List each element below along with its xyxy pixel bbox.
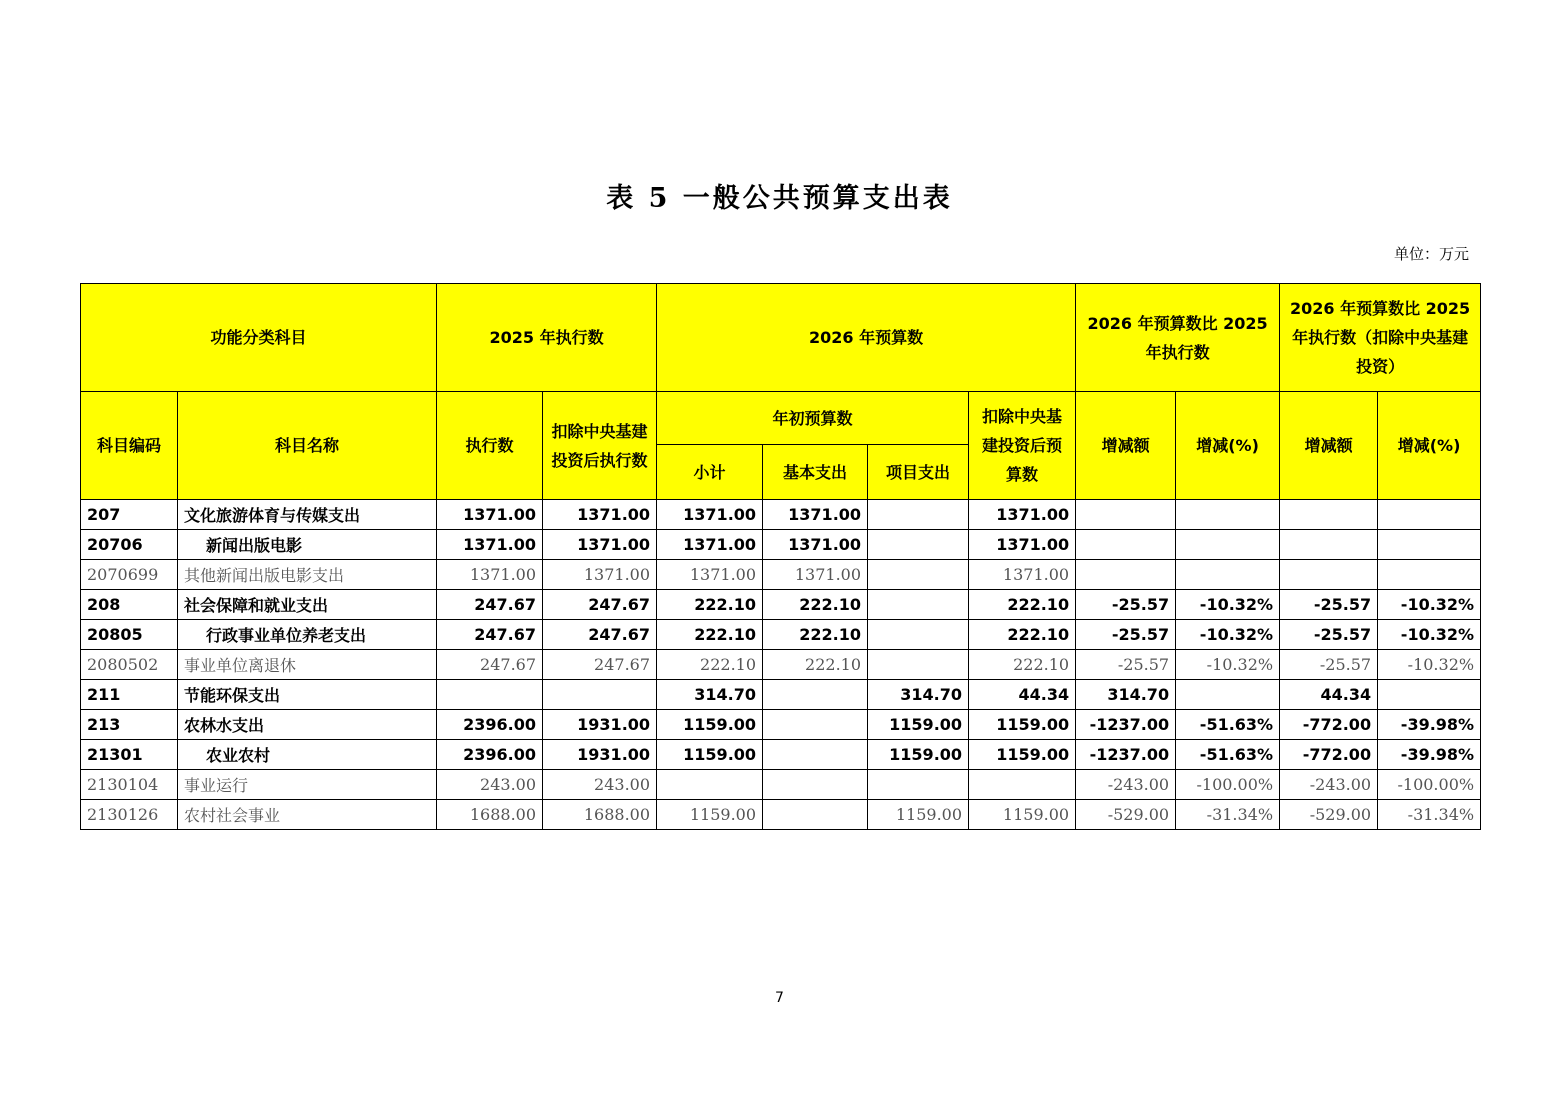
cell-exec: 2396.00 [437,740,543,770]
cell-change-percent-excl: -39.98% [1378,740,1481,770]
cell-change-percent-excl: -10.32% [1378,650,1481,680]
header-code: 科目编码 [81,392,178,500]
header-exec: 执行数 [437,392,543,500]
cell-change-amount-excl [1280,560,1378,590]
cell-project [868,590,969,620]
cell-change-percent: -10.32% [1176,590,1280,620]
cell-exec-excl: 1688.00 [543,800,657,830]
cell-project: 1159.00 [868,740,969,770]
cell-basic: 222.10 [763,650,868,680]
cell-change-amount: -1237.00 [1076,710,1176,740]
cell-subtotal [657,770,763,800]
cell-code: 21301 [81,740,178,770]
cell-basic: 1371.00 [763,530,868,560]
cell-name: 社会保障和就业支出 [178,590,437,620]
cell-subtotal: 1371.00 [657,560,763,590]
cell-project [868,500,969,530]
cell-exec-excl: 1931.00 [543,740,657,770]
cell-change-amount [1076,530,1176,560]
cell-subtotal: 222.10 [657,650,763,680]
header-initial-budget: 年初预算数 [657,392,969,445]
cell-code: 2070699 [81,560,178,590]
cell-name: 事业单位离退休 [178,650,437,680]
cell-budget-excl: 1371.00 [969,560,1076,590]
cell-name: 事业运行 [178,770,437,800]
table-row [81,800,1481,830]
cell-exec: 2396.00 [437,710,543,740]
cell-project: 1159.00 [868,800,969,830]
cell-budget-excl: 1371.00 [969,530,1076,560]
cell-exec-excl: 243.00 [543,770,657,800]
cell-exec-excl: 1371.00 [543,530,657,560]
unit-label: 单位：万元 [1393,245,1469,263]
cell-change-amount-excl: -25.57 [1280,620,1378,650]
cell-name: 行政事业单位养老支出 [178,620,437,650]
cell-change-percent-excl: -100.00% [1378,770,1481,800]
cell-code: 211 [81,680,178,710]
cell-project: 1159.00 [868,710,969,740]
cell-change-percent-excl: -39.98% [1378,710,1481,740]
cell-basic [763,740,868,770]
cell-change-percent-excl: -31.34% [1378,800,1481,830]
header-subtotal: 小计 [657,445,763,500]
cell-subtotal: 222.10 [657,620,763,650]
header-change-percent: 增减(%) [1176,392,1280,500]
cell-project [868,650,969,680]
cell-exec [437,680,543,710]
cell-change-percent-excl: -10.32% [1378,590,1481,620]
cell-change-percent-excl [1378,560,1481,590]
table-body [81,500,1481,830]
cell-name: 文化旅游体育与传媒支出 [178,500,437,530]
cell-change-percent [1176,530,1280,560]
cell-change-amount: -25.57 [1076,590,1176,620]
cell-project [868,770,969,800]
cell-subtotal: 1371.00 [657,500,763,530]
cell-change-amount: -529.00 [1076,800,1176,830]
cell-basic [763,800,868,830]
cell-code: 213 [81,710,178,740]
cell-name: 农村社会事业 [178,800,437,830]
header-basic: 基本支出 [763,445,868,500]
header-name: 科目名称 [178,392,437,500]
cell-change-amount-excl: -243.00 [1280,770,1378,800]
header-exec-2025: 2025 年执行数 [437,284,657,392]
cell-change-amount-excl [1280,500,1378,530]
cell-subtotal: 314.70 [657,680,763,710]
cell-project [868,530,969,560]
cell-change-amount: -25.57 [1076,620,1176,650]
cell-exec: 247.67 [437,620,543,650]
cell-project [868,620,969,650]
cell-exec: 1371.00 [437,500,543,530]
cell-change-percent [1176,680,1280,710]
cell-change-percent: -100.00% [1176,770,1280,800]
cell-change-percent-excl [1378,530,1481,560]
cell-change-percent: -51.63% [1176,740,1280,770]
cell-change-amount-excl: -772.00 [1280,710,1378,740]
table-row [81,530,1481,560]
cell-change-amount-excl [1280,530,1378,560]
cell-change-amount [1076,560,1176,590]
cell-budget-excl: 1159.00 [969,800,1076,830]
cell-project: 314.70 [868,680,969,710]
header-change-amount-excl: 增减额 [1280,392,1378,500]
cell-basic [763,770,868,800]
cell-budget-excl: 1371.00 [969,500,1076,530]
cell-change-amount: -243.00 [1076,770,1176,800]
cell-change-amount: -25.57 [1076,650,1176,680]
cell-exec-excl: 1931.00 [543,710,657,740]
cell-code: 2130126 [81,800,178,830]
cell-budget-excl [969,770,1076,800]
cell-project [868,560,969,590]
header-change-percent-excl: 增减(%) [1378,392,1481,500]
cell-change-percent [1176,560,1280,590]
cell-budget-excl: 1159.00 [969,740,1076,770]
header-budget-2026: 2026 年预算数 [657,284,1076,392]
cell-change-percent-excl: -10.32% [1378,620,1481,650]
cell-name: 农业农村 [178,740,437,770]
cell-exec-excl: 1371.00 [543,500,657,530]
cell-exec-excl [543,680,657,710]
cell-change-percent: -31.34% [1176,800,1280,830]
header-compare-exec: 2026 年预算数比 2025 年执行数 [1076,284,1280,392]
cell-name: 新闻出版电影 [178,530,437,560]
budget-table [80,283,1481,830]
cell-change-amount-excl: -529.00 [1280,800,1378,830]
cell-change-amount-excl: -25.57 [1280,590,1378,620]
cell-exec: 1688.00 [437,800,543,830]
cell-change-amount: 314.70 [1076,680,1176,710]
table-row [81,560,1481,590]
cell-code: 2130104 [81,770,178,800]
cell-budget-excl: 222.10 [969,650,1076,680]
cell-exec: 243.00 [437,770,543,800]
cell-basic: 1371.00 [763,500,868,530]
cell-budget-excl: 222.10 [969,620,1076,650]
cell-basic [763,710,868,740]
cell-change-percent [1176,500,1280,530]
cell-exec: 247.67 [437,650,543,680]
header-compare-excl: 2026 年预算数比 2025 年执行数（扣除中央基建投资） [1280,284,1481,392]
cell-exec: 1371.00 [437,560,543,590]
cell-code: 2080502 [81,650,178,680]
cell-name: 农林水支出 [178,710,437,740]
cell-exec-excl: 247.67 [543,650,657,680]
cell-basic [763,680,868,710]
cell-code: 20805 [81,620,178,650]
cell-change-percent: -10.32% [1176,650,1280,680]
cell-exec-excl: 247.67 [543,590,657,620]
cell-name: 节能环保支出 [178,680,437,710]
cell-change-amount-excl: -25.57 [1280,650,1378,680]
table-row [81,770,1481,800]
cell-change-amount-excl: -772.00 [1280,740,1378,770]
cell-budget-excl: 44.34 [969,680,1076,710]
table-row [81,740,1481,770]
header-budget-excl: 扣除中央基建投资后预算数 [969,392,1076,500]
table-row [81,650,1481,680]
cell-exec-excl: 1371.00 [543,560,657,590]
table-row [81,710,1481,740]
table-row [81,590,1481,620]
cell-code: 207 [81,500,178,530]
cell-exec: 1371.00 [437,530,543,560]
table-row [81,620,1481,650]
table-row [81,680,1481,710]
cell-basic: 222.10 [763,590,868,620]
cell-change-amount [1076,500,1176,530]
cell-exec: 247.67 [437,590,543,620]
cell-change-percent: -10.32% [1176,620,1280,650]
cell-exec-excl: 247.67 [543,620,657,650]
header-exec-excl: 扣除中央基建投资后执行数 [543,392,657,500]
header-change-amount: 增减额 [1076,392,1176,500]
cell-subtotal: 1371.00 [657,530,763,560]
cell-change-percent-excl [1378,680,1481,710]
cell-subtotal: 222.10 [657,590,763,620]
cell-subtotal: 1159.00 [657,740,763,770]
cell-basic: 222.10 [763,620,868,650]
header-func-category: 功能分类科目 [81,284,437,392]
cell-change-amount: -1237.00 [1076,740,1176,770]
cell-name: 其他新闻出版电影支出 [178,560,437,590]
table-row [81,500,1481,530]
page-title: 表 5 一般公共预算支出表 [606,183,953,214]
cell-subtotal: 1159.00 [657,710,763,740]
cell-code: 20706 [81,530,178,560]
cell-change-percent-excl [1378,500,1481,530]
cell-code: 208 [81,590,178,620]
page-number: 7 [775,990,784,1006]
header-project: 项目支出 [868,445,969,500]
cell-subtotal: 1159.00 [657,800,763,830]
cell-budget-excl: 222.10 [969,590,1076,620]
cell-basic: 1371.00 [763,560,868,590]
cell-change-percent: -51.63% [1176,710,1280,740]
cell-change-amount-excl: 44.34 [1280,680,1378,710]
cell-budget-excl: 1159.00 [969,710,1076,740]
